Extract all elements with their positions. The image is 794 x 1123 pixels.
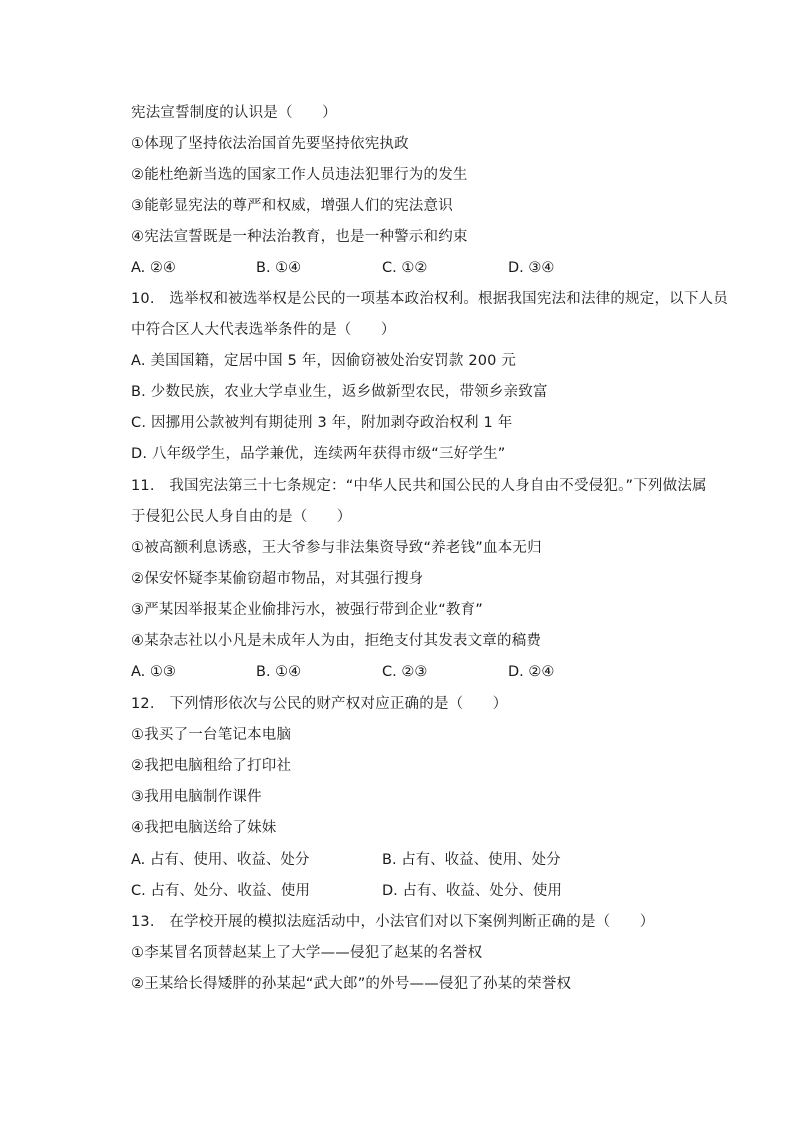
q10-stem-line-1: 10. 选举权和被选举权是公民的一项基本政治权利。根据我国宪法和法律的规定，以下人员 [131,291,728,307]
q12-option-b: B. 占有、收益、使用、处分 [382,852,561,868]
q11-statement-1: ①被高额利息诱惑，王大爷参与非法集资导致“养老钱”血本无归 [131,540,542,556]
q10-option-a: A. 美国国籍，定居中国 5 年，因偷窃被处治安罚款 200 元 [131,353,517,369]
q10-option-d: D. 八年级学生，品学兼优，连续两年获得市级“三好学生” [131,446,506,462]
q12-statement-1: ①我买了一台笔记本电脑 [131,727,292,743]
q11-statement-2: ②保安怀疑李某偷窃超市物品，对其强行搜身 [131,571,424,587]
q9-stem-continued: 宪法宣誓制度的认识是（ ） [131,105,337,121]
q12-option-d: D. 占有、收益、处分、使用 [382,883,562,899]
q12-statement-2: ②我把电脑租给了打印社 [131,758,292,774]
q13-statement-1: ①李某冒名顶替赵某上了大学——侵犯了赵某的名誉权 [131,945,483,961]
q10-stem-line-2: 中符合区人大代表选举条件的是（ ） [131,322,396,338]
q11-option-b: B. ①④ [256,664,302,680]
q9-statement-2: ②能杜绝新当选的国家工作人员违法犯罪行为的发生 [131,167,468,183]
q12-option-c: C. 占有、处分、收益、使用 [131,883,310,899]
q9-option-d: D. ③④ [508,260,555,276]
q11-option-d: D. ②④ [508,664,555,680]
q9-option-b: B. ①④ [256,260,302,276]
q12-statement-3: ③我用电脑制作课件 [131,789,262,805]
q9-statement-1: ①体现了坚持依法治国首先要坚持依宪执政 [131,136,409,152]
q11-stem-line-1: 11. 我国宪法第三十七条规定：“中华人民共和国公民的人身自由不受侵犯。”下列做法属 [131,478,707,494]
q10-option-b: B. 少数民族，农业大学卓业生，返乡做新型农民，带领乡亲致富 [131,384,548,400]
q9-statement-4: ④宪法宣誓既是一种法治教育，也是一种警示和约束 [131,229,468,245]
q13-stem: 13. 在学校开展的模拟法庭活动中，小法官们对以下案例判断正确的是（ ） [131,914,655,930]
q12-options-row-2 [131,881,691,901]
q11-statement-4: ④某杂志社以小凡是未成年人为由，拒绝支付其发表文章的稿费 [131,633,542,649]
q11-options [131,662,691,682]
q9-option-a: A. ②④ [131,260,176,276]
q12-option-a: A. 占有、使用、收益、处分 [131,852,310,868]
q11-option-a: A. ①③ [131,664,176,680]
q9-options [131,258,691,278]
q11-statement-3: ③严某因举报某企业偷排污水，被强行带到企业“教育” [131,602,484,618]
q9-statement-3: ③能彰显宪法的尊严和权威，增强人们的宪法意识 [131,198,453,214]
q13-statement-2: ②王某给长得矮胖的孙某起“武大郎”的外号——侵犯了孙某的荣誉权 [131,976,572,992]
q9-option-c: C. ①② [382,260,428,276]
q11-option-c: C. ②③ [382,664,428,680]
q12-options-row-1 [131,850,691,870]
q12-statement-4: ④我把电脑送给了妹妹 [131,820,277,836]
q12-stem: 12. 下列情形依次与公民的财产权对应正确的是（ ） [131,696,508,712]
q11-stem-line-2: 于侵犯公民人身自由的是（ ） [131,509,352,525]
q10-option-c: C. 因挪用公款被判有期徒刑 3 年，附加剥夺政治权利 1 年 [131,415,513,431]
